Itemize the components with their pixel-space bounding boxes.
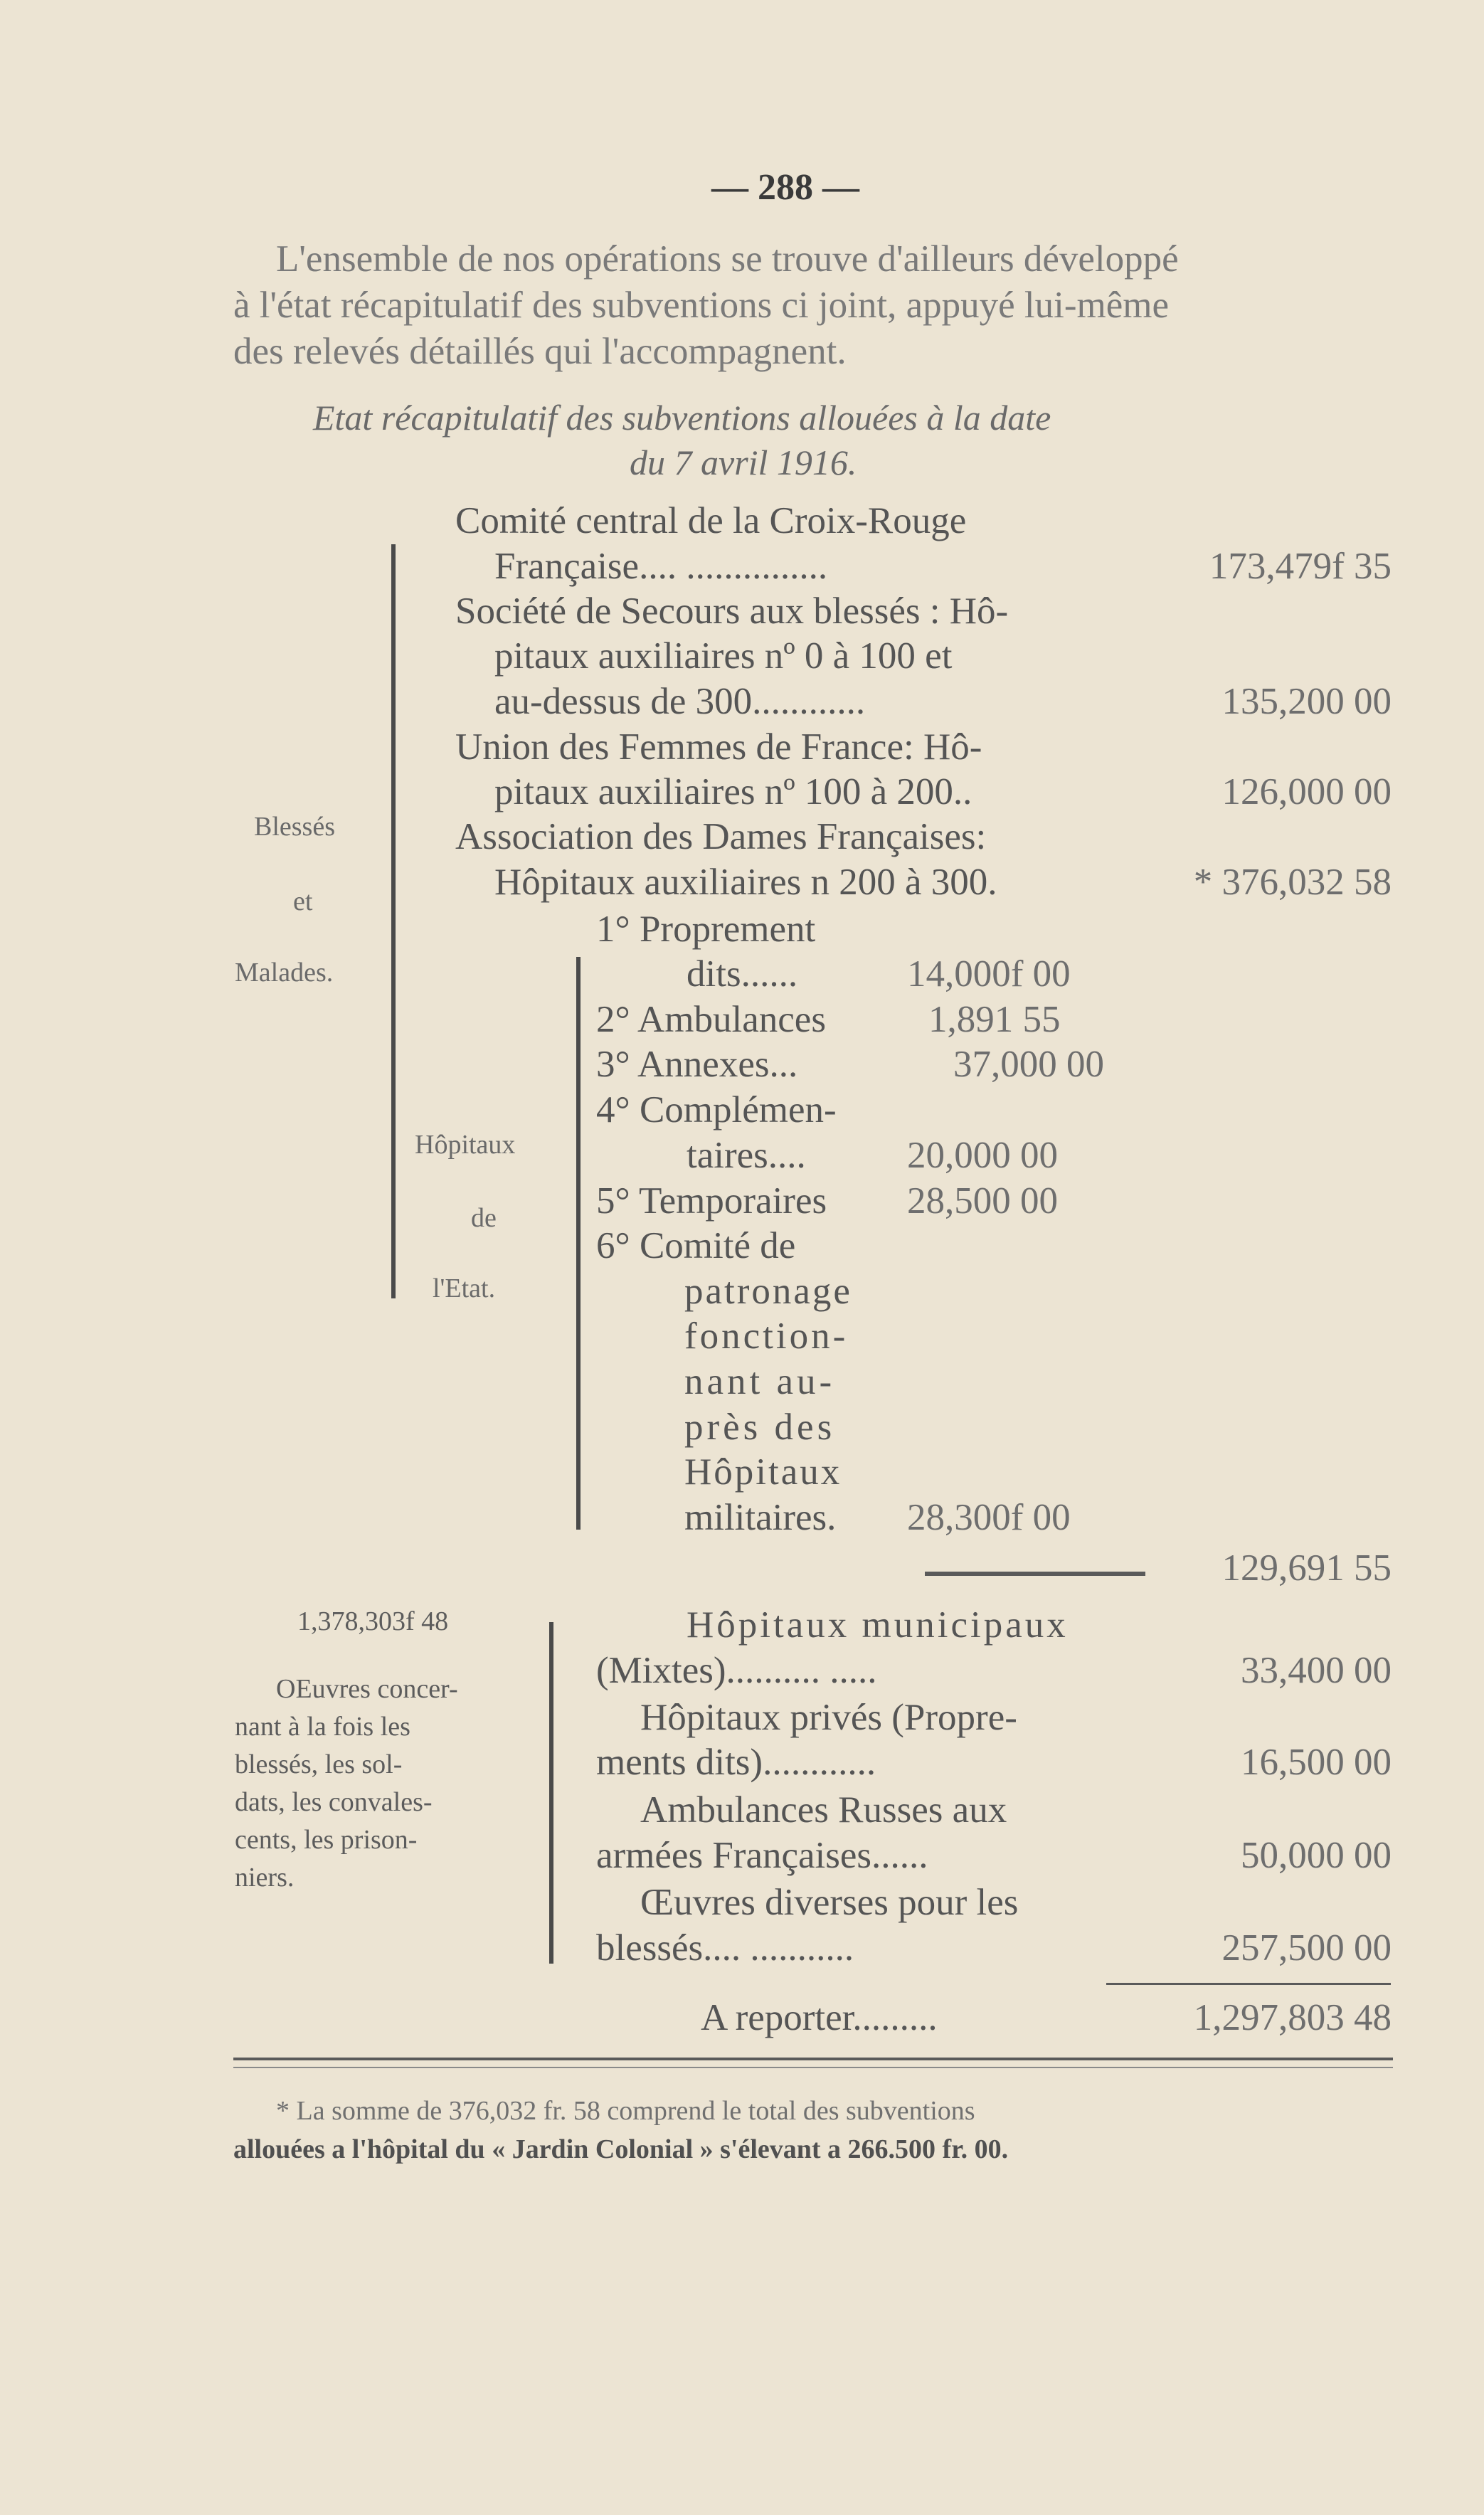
sub-entry-2: 2° Ambulances xyxy=(596,999,826,1040)
oeuvres-note-line-1: OEuvres concer- xyxy=(276,1674,458,1704)
entry-municipaux-amount: 33,400 00 xyxy=(1241,1650,1392,1691)
entry-societe-amount: 135,200 00 xyxy=(1221,681,1392,722)
entry-municipaux-line-1: Hôpitaux municipaux xyxy=(687,1604,1069,1646)
sub-entry-3-amount: 37,000 00 xyxy=(953,1044,1104,1085)
sub-entry-3: 3° Annexes... xyxy=(596,1044,798,1085)
sub-entry-6-line-4: nant au- xyxy=(684,1361,836,1402)
sub-entry-6-line-3: fonction- xyxy=(684,1315,849,1357)
sub-entry-4-amount: 20,000 00 xyxy=(907,1135,1058,1176)
oeuvres-note-line-3: blessés, les sol- xyxy=(235,1749,403,1779)
entry-assoc-amount: * 376,032 58 xyxy=(1193,862,1392,903)
report-label: A reporter......... xyxy=(701,1997,938,2038)
intro-line-3: des relevés détaillés qui l'accompagnent. xyxy=(233,331,847,372)
sub-entry-5-amount: 28,500 00 xyxy=(907,1180,1058,1222)
subtotal-amount: 129,691 55 xyxy=(1221,1547,1392,1589)
group-label-et: et xyxy=(293,886,313,916)
sub-entry-2-amount: 1,891 55 xyxy=(928,999,1061,1040)
page-rule-top xyxy=(233,2058,1393,2060)
group-label-de: de xyxy=(471,1203,497,1233)
entry-union-line-1: Union des Femmes de France: Hô- xyxy=(455,726,982,768)
entry-comite-amount: 173,479f 35 xyxy=(1209,546,1392,587)
report-rule xyxy=(1106,1983,1391,1985)
group-label-hopitaux: Hôpitaux xyxy=(415,1130,516,1160)
brace-blesses xyxy=(391,544,396,1298)
entry-societe-line-1: Société de Secours aux blessés : Hô- xyxy=(455,591,1009,632)
entry-union-amount: 126,000 00 xyxy=(1221,771,1392,812)
oeuvres-note-line-4: dats, les convales- xyxy=(235,1787,433,1817)
sub-entry-4-line-2: taires.... xyxy=(687,1135,806,1176)
footnote-line-2: allouées a l'hôpital du « Jardin Colonial » s'élevant a 266.500 fr. 00. xyxy=(233,2134,1009,2164)
sub-entry-6-line-6: Hôpitaux xyxy=(684,1451,842,1493)
oeuvres-note-line-2: nant à la fois les xyxy=(235,1712,410,1742)
sub-entry-5: 5° Temporaires xyxy=(596,1180,827,1222)
sub-entry-1-line-2: dits...... xyxy=(687,953,798,995)
subtotal-rule xyxy=(925,1572,1145,1576)
entry-municipaux-line-2: (Mixtes).......... ..... xyxy=(596,1650,877,1691)
entry-societe-line-2: pitaux auxiliaires nº 0 à 100 et xyxy=(494,635,953,677)
left-total: 1,378,303f 48 xyxy=(297,1606,449,1636)
brace-oeuvres xyxy=(549,1622,553,1964)
report-amount: 1,297,803 48 xyxy=(1193,1997,1392,2038)
intro-line-1: L'ensemble de nos opérations se trouve d'ailleurs développé xyxy=(276,238,1179,280)
sub-entry-4-line-1: 4° Complémen- xyxy=(596,1089,837,1131)
entry-russes-line-2: armées Françaises...... xyxy=(596,1835,928,1876)
sub-entry-6-line-5: près des xyxy=(684,1407,836,1448)
page-rule-bottom xyxy=(233,2067,1393,2068)
entry-russes-line-1: Ambulances Russes aux xyxy=(640,1789,1007,1831)
entry-prives-line-2: ments dits)............ xyxy=(596,1742,876,1783)
entry-comite-line-1: Comité central de la Croix-Rouge xyxy=(455,500,967,541)
oeuvres-note-line-5: cents, les prison- xyxy=(235,1825,418,1855)
brace-hopitaux xyxy=(576,957,581,1530)
page-number: — 288 — xyxy=(711,167,859,208)
entry-diverses-amount: 257,500 00 xyxy=(1221,1927,1392,1969)
table-title-line-1: Etat récapitulatif des subventions allouées à la date xyxy=(313,398,1051,438)
entry-diverses-line-2: blessés.... ........... xyxy=(596,1927,854,1969)
group-label-malades: Malades. xyxy=(235,958,334,988)
entry-prives-line-1: Hôpitaux privés (Propre- xyxy=(640,1697,1017,1738)
entry-societe-line-3: au-dessus de 300............ xyxy=(494,681,866,722)
footnote-line-1: * La somme de 376,032 fr. 58 comprend le total des subventions xyxy=(276,2096,975,2126)
sub-entry-1-line-1: 1° Proprement xyxy=(596,909,816,950)
sub-entry-6-line-2: patronage xyxy=(684,1271,852,1312)
oeuvres-note-line-6: niers. xyxy=(235,1863,295,1892)
sub-entry-6-line-1: 6° Comité de xyxy=(596,1225,796,1266)
entry-assoc-line-1: Association des Dames Françaises: xyxy=(455,816,987,857)
entry-prives-amount: 16,500 00 xyxy=(1241,1742,1392,1783)
sub-entry-6-line-7: militaires. xyxy=(684,1497,837,1538)
sub-entry-6-amount: 28,300f 00 xyxy=(907,1497,1071,1538)
entry-assoc-line-2: Hôpitaux auxiliaires n 200 à 300. xyxy=(494,862,997,903)
intro-line-2: à l'état récapitulatif des subventions ci joint, appuyé lui-même xyxy=(233,285,1170,326)
group-label-blesses: Blessés xyxy=(254,812,335,842)
entry-comite-line-2: Française.... ............... xyxy=(494,546,828,587)
entry-union-line-2: pitaux auxiliaires nº 100 à 200.. xyxy=(494,771,972,812)
entry-diverses-line-1: Œuvres diverses pour les xyxy=(640,1882,1019,1923)
sub-entry-1-amount: 14,000f 00 xyxy=(907,953,1071,995)
group-label-etat: l'Etat. xyxy=(433,1274,496,1303)
entry-russes-amount: 50,000 00 xyxy=(1241,1835,1392,1876)
table-title-line-2: du 7 avril 1916. xyxy=(630,443,857,482)
